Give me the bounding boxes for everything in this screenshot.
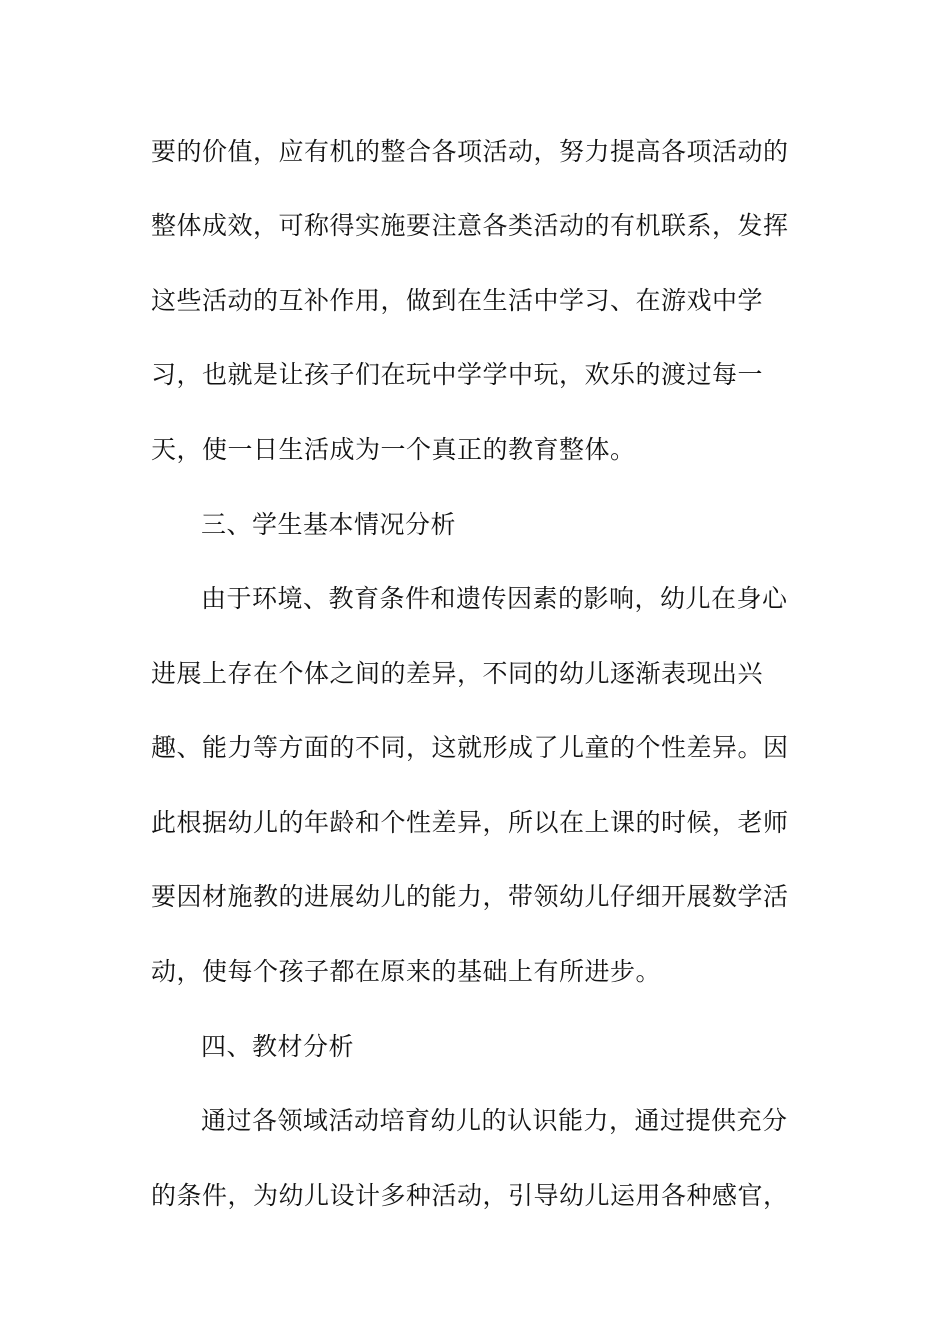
paragraph-line: 习，也就是让孩子们在玩中学学中玩，欢乐的渡过每一: [151, 360, 764, 389]
section-heading: 三、学生基本情况分析: [201, 510, 457, 539]
paragraph-line: 由于环境、教育条件和遗传因素的影响，幼儿在身心: [201, 584, 788, 613]
paragraph-line: 进展上存在个体之间的差异，不同的幼儿逐渐表现出兴: [151, 659, 764, 688]
paragraph-line: 的条件，为幼儿设计多种活动，引导幼儿运用各种感官，: [151, 1181, 789, 1210]
section-heading: 四、教材分析: [201, 1032, 355, 1061]
paragraph-line: 通过各领域活动培育幼儿的认识能力，通过提供充分: [201, 1106, 788, 1135]
paragraph-line: 要的价值，应有机的整合各项活动，努力提高各项活动的: [151, 137, 789, 166]
paragraph-line: 要因材施教的进展幼儿的能力，带领幼儿仔细开展数学活: [151, 882, 789, 911]
paragraph-line: 此根据幼儿的年龄和个性差异，所以在上课的时候，老师: [151, 808, 789, 837]
paragraph-line: 这些活动的互补作用，做到在生活中学习、在游戏中学: [151, 286, 764, 315]
paragraph-line: 动，使每个孩子都在原来的基础上有所进步。: [151, 957, 662, 986]
paragraph-line: 趣、能力等方面的不同，这就形成了儿童的个性差异。因: [151, 733, 789, 762]
paragraph-line: 整体成效，可称得实施要注意各类活动的有机联系，发挥: [151, 211, 789, 240]
paragraph-line: 天，使一日生活成为一个真正的教育整体。: [151, 435, 636, 464]
